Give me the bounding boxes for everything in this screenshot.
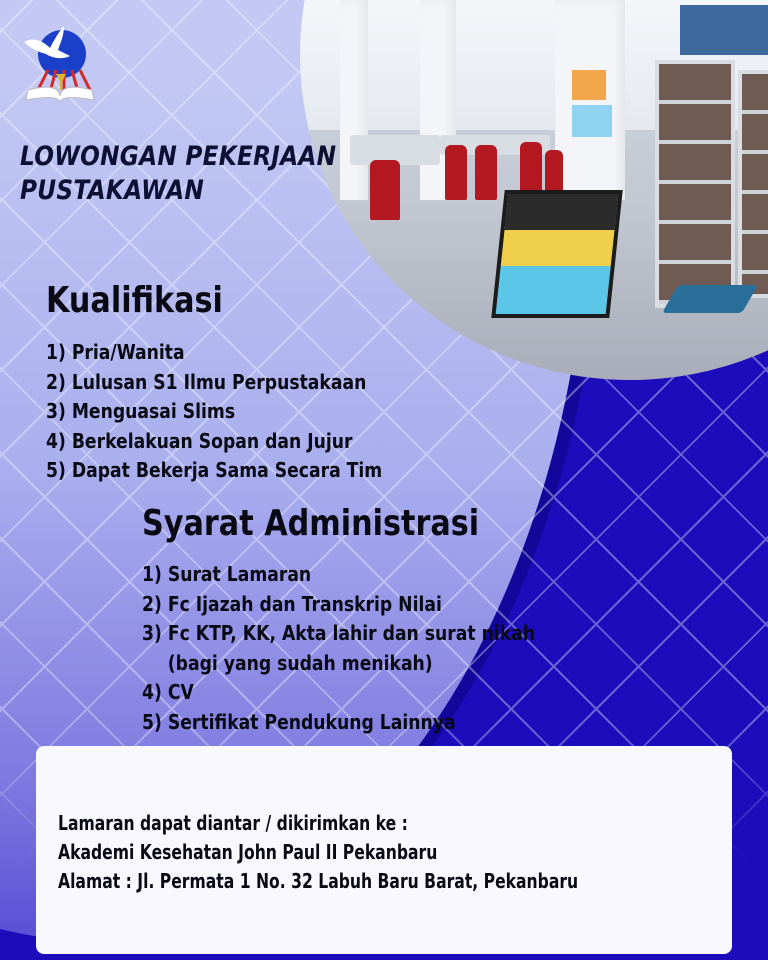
list-item: 1) Surat Lamaran	[142, 562, 312, 586]
list-item: 1) Pria/Wanita	[46, 340, 185, 364]
list-item: 4) Berkelakuan Sopan dan Jujur	[46, 428, 353, 453]
list-item: 2) Fc Ijazah dan Transkrip Nilai	[142, 591, 442, 616]
institution-logo-icon	[18, 12, 98, 104]
list-item: 5) Sertifikat Pendukung Lainnya	[142, 709, 456, 734]
list-item: 3) Fc KTP, KK, Akta lahir dan surat nikah	[142, 621, 536, 645]
list-item: 5) Dapat Bekerja Sama Secara Tim	[46, 458, 383, 482]
list-item-note: (bagi yang sudah menikah)	[167, 650, 433, 675]
kualifikasi-list	[46, 338, 382, 486]
list-item: 2) Lulusan S1 Ilmu Perpustakaan	[46, 369, 367, 394]
kualifikasi-heading: Kualifikasi	[46, 280, 223, 321]
list-item: 4) CV	[142, 680, 194, 704]
contact-line-2: Akademi Kesehatan John Paul II Pekanbaru	[58, 840, 438, 864]
syarat-list	[142, 560, 535, 737]
contact-text	[58, 809, 578, 896]
page-title	[20, 140, 336, 208]
contact-card	[36, 746, 732, 954]
contact-line-3: Alamat : Jl. Permata 1 No. 32 Labuh Baru Barat, Pekanbaru	[58, 869, 579, 893]
contact-line-1: Lamaran dapat diantar / dikirimkan ke :	[58, 811, 408, 835]
syarat-heading: Syarat Administrasi	[142, 503, 480, 544]
title-line-1: LOWONGAN PEKERJAAN	[20, 141, 337, 172]
list-item: 3) Menguasai Slims	[46, 399, 236, 423]
title-line-2: PUSTAKAWAN	[20, 175, 205, 206]
library-photo	[300, 0, 768, 380]
